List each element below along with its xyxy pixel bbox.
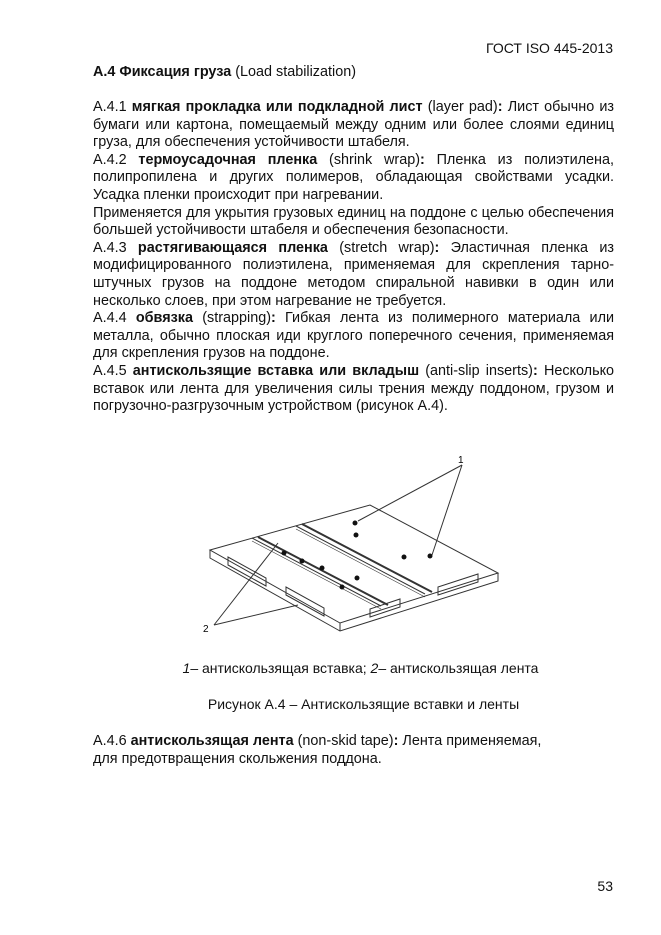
- clause-term: обвязка: [135, 310, 193, 327]
- legend-text: – антискользящая лента: [378, 660, 539, 676]
- clause-number: А.4.3: [93, 239, 127, 256]
- anti-slip-insert: [320, 566, 325, 571]
- anti-slip-insert: [340, 585, 345, 590]
- section-number: А.4: [93, 64, 116, 80]
- anti-slip-insert: [354, 533, 359, 538]
- fork-opening: [438, 574, 478, 595]
- clause-term: мягкая прокладка или подкладной лист: [131, 99, 423, 115]
- clause-a43: А.4.3 растягивающаяся пленка (stretch wrap): Эластичная пленка из модифицированного полиэтилена, применяемая для скрепления тарно-штучных грузов на поддоне методом спиральной навивки в один или несколько слоев, при этом нагревание не требуется.: [93, 239, 614, 309]
- clause-a42-extra: Применяется для укрытия грузовых единиц на поддоне с целью обеспечения большей устойчивости штабеля и обеспечения безопасности.: [93, 204, 614, 239]
- standard-designation: ГОСТ ISO 445-2013: [486, 40, 613, 56]
- clause-definition: Лента применяемая,: [402, 733, 542, 749]
- clause-term-en: (strapping): [202, 310, 271, 327]
- definitions-block: [93, 99, 614, 416]
- clause-number: А.4.6: [93, 733, 127, 749]
- anti-slip-tape: [302, 524, 432, 592]
- page-number: 53: [597, 878, 613, 894]
- clause-term: антискользящая лента: [130, 733, 294, 749]
- clause-a45: А.4.5 антискользящие вставка или вкладыш (anti-slip inserts): Несколько вставок или лента для увеличения силы трения между поддоном, грузом и погрузочно-разгрузочным устройством (рисунок А.4).: [93, 362, 615, 415]
- legend-number: 1: [182, 660, 191, 676]
- clause-definition: Несколько вставок или лента для увеличения силы трения между поддоном, грузом и погрузочно-разгрузочным устройством (рисунок А.4).: [93, 362, 615, 415]
- section-heading: [93, 64, 356, 80]
- pallet-figure: [200, 455, 500, 645]
- anti-slip-insert: [300, 559, 305, 564]
- figure-legend: [0, 660, 661, 676]
- clause-term: антискользящие вставка или вкладыш: [132, 362, 420, 379]
- callout-label: 1: [458, 455, 464, 466]
- clause-number: А.4.4: [93, 310, 127, 327]
- clause-term-en: (layer pad): [427, 99, 498, 115]
- anti-slip-insert: [353, 521, 358, 526]
- clause-definition: Гибкая лента из полимерного материала или металла, обычно плоская иди круглого поперечного сечения, применяемая для скрепления грузов на поддоне.: [93, 310, 615, 362]
- clause-definition: Лист обычно из бумаги или картона, помещаемый между одним или более слоями единиц груза, для обеспечения устойчивости штабеля.: [93, 99, 615, 151]
- clause-definition-cont: для предотвращения скольжения поддона.: [93, 751, 382, 767]
- board-seam: [252, 538, 381, 606]
- clause-number: А.4.2: [93, 151, 127, 168]
- callout-label: 2: [203, 624, 209, 635]
- clause-term: термоусадочная пленка: [138, 151, 318, 168]
- clause-number: А.4.1: [93, 99, 127, 115]
- section-title: Фиксация груза: [119, 64, 232, 80]
- legend-number: 2: [370, 660, 379, 676]
- clause-a42: А.4.2 термоусадочная пленка (shrink wrap): Пленка из полиэтилена, полипропилена и других полимеров, обладающая свойствами усадки. Усадка пленки происходит при нагревании.: [93, 151, 614, 203]
- anti-slip-insert: [402, 555, 407, 560]
- clause-definition: Пленка из полиэтилена, полипропилена и других полимеров, обладающая свойствами усадки. Усадка пленки происходит при нагревании.: [93, 151, 614, 203]
- anti-slip-insert: [282, 551, 287, 556]
- section-title-en: (Load stabilization): [235, 64, 356, 80]
- clause-term-en: (anti-slip inserts): [425, 362, 533, 379]
- figure-caption: Рисунок А.4 – Антискользящие вставки и ленты: [207, 696, 520, 712]
- fork-opening: [370, 599, 400, 617]
- clause-term-en: (non-skid tape): [297, 733, 394, 749]
- board-seam: [296, 526, 425, 594]
- anti-slip-tape: [258, 537, 388, 605]
- clause-term-en: (stretch wrap): [339, 239, 435, 256]
- clause-term: растягивающаяся пленка: [137, 239, 328, 256]
- clause-a44: А.4.4 обвязка (strapping): Гибкая лента из полимерного материала или металла, обычно плоская иди круглого поперечного сечения, применяемая для скрепления грузов на поддоне.: [93, 310, 615, 362]
- clause-number: А.4.5: [93, 362, 127, 379]
- clause-a41: А.4.1 мягкая прокладка или подкладной лист (layer pad): Лист обычно из бумаги или картона, помещаемый между одним или более слоями единиц груза, для обеспечения устойчивости штабеля.: [93, 99, 615, 151]
- clause-definition: Эластичная пленка из модифицированного полиэтилена, применяемая для скрепления тарно-штучных грузов на поддоне методом спиральной навивки в один или несколько слоев, при этом нагревание не требуется.: [93, 239, 614, 309]
- anti-slip-insert: [355, 576, 360, 581]
- clause-term-en: (shrink wrap): [329, 151, 420, 168]
- clause-a46: А.4.6 антискользящая лента (non-skid tape): Лента применяемая, для предотвращения скольжения поддона.: [93, 732, 614, 768]
- anti-slip-insert: [428, 554, 433, 559]
- legend-text: – антискользящая вставка;: [190, 660, 371, 676]
